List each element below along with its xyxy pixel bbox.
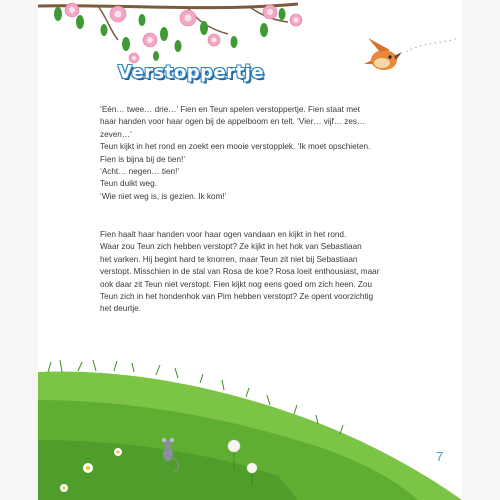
- text-line: Fien haalt haar handen voor haar ogen vandaan en kijkt in het rond.: [100, 230, 347, 239]
- text-line: ‘Acht… negen… tien!’: [100, 167, 180, 177]
- text-line: zeven…’: [100, 129, 132, 139]
- text-line: ‘Eén… twee… drie…’ Fien en Teun spelen verstoppertje. Fien staat met: [100, 105, 360, 114]
- text-line: Teun duikt weg.: [100, 179, 157, 189]
- text-line: het deurtje.: [100, 304, 141, 314]
- text-line: verstopt. Misschien in de stal van Rosa de koe? Rosa loeit enthousiast, maar: [100, 267, 380, 277]
- meadow-illustration: [38, 0, 462, 500]
- text-line: Teun zich in het hondenhok van Pim hebben verstopt? Ze opent voorzichtig: [100, 292, 374, 302]
- page-number: 7: [436, 449, 444, 464]
- text-line: Waar zou Teun zich hebben verstopt? Ze kijkt in het hok van Sebastiaan: [100, 242, 362, 252]
- text-line: ‘Wie niet weg is, is gezien. Ik kom!’: [100, 191, 227, 201]
- text-line: Fien is bijna bij de tien!’: [100, 154, 186, 164]
- text-line: ook daar zit Teun niet verstopt. Fien kijkt nog eens goed om zich heen. Zou: [100, 279, 373, 289]
- text-line: het varken. Hij begint hard te knorren, maar Teun zit niet bij Sebastiaan: [100, 254, 358, 264]
- book-page: [38, 0, 462, 500]
- text-line: Teun kijkt in het rond en zoekt een mooie verstopplek. ‘Ik moet opschieten.: [100, 142, 371, 152]
- text-line: haar handen voor haar ogen bij de appelboom en telt. ‘Vier… vijf… zes…: [100, 117, 366, 127]
- chapter-title: Verstoppertje: [118, 62, 265, 83]
